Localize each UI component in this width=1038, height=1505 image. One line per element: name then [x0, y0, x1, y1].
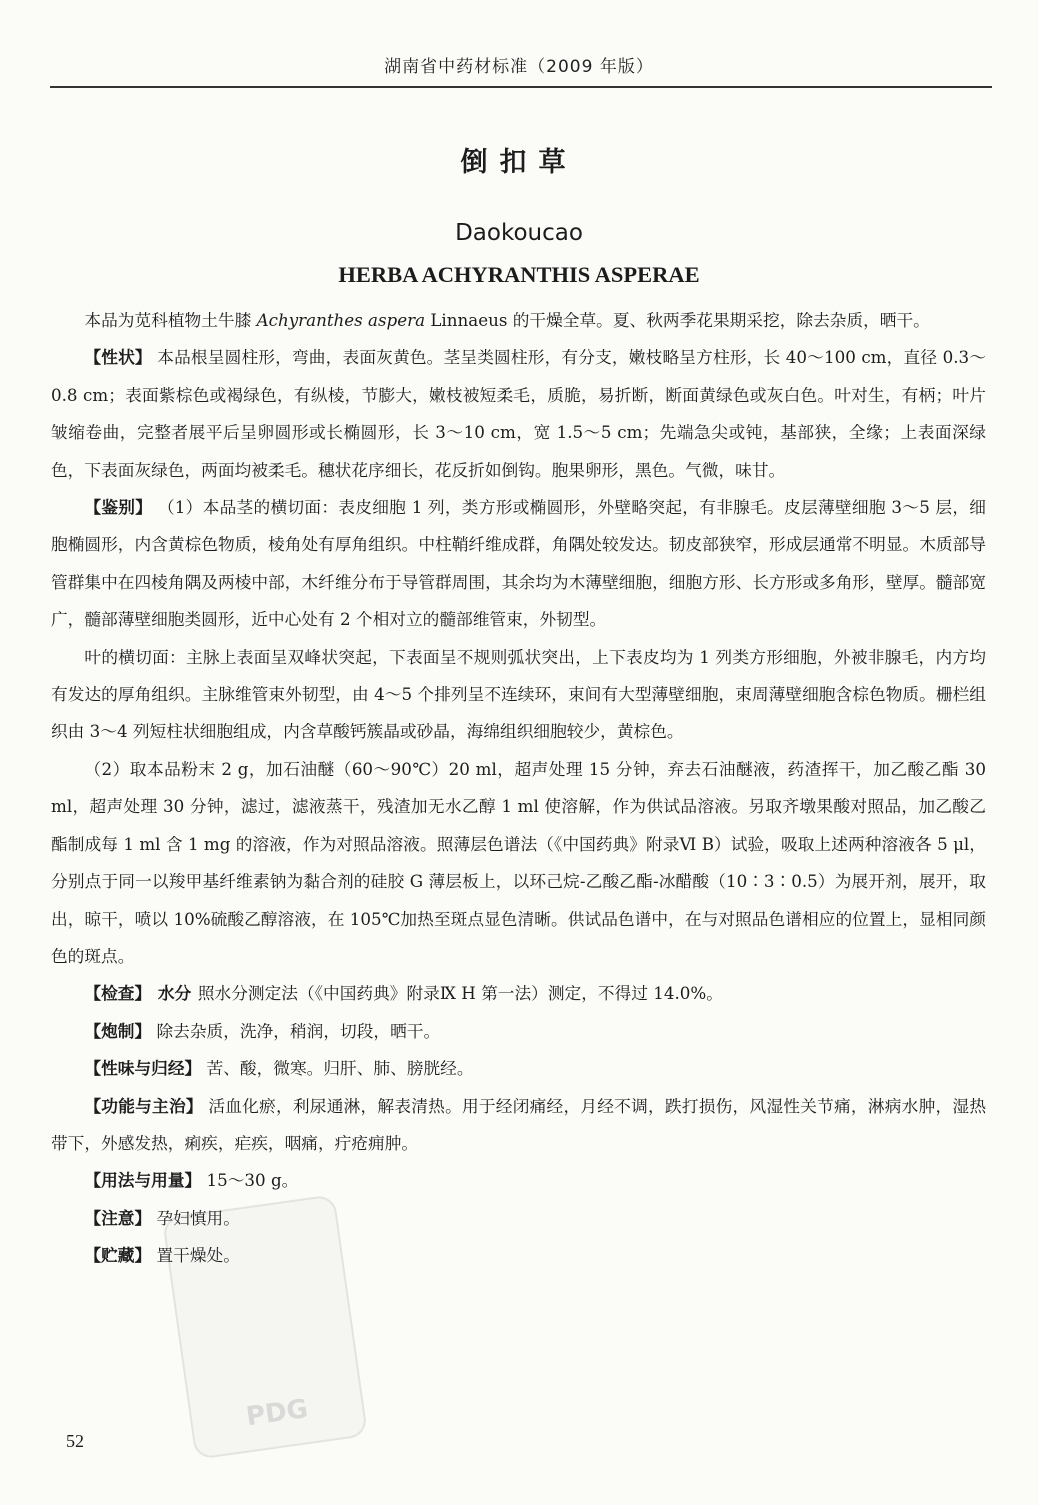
species-name: Achyranthes aspera [256, 310, 426, 330]
processing-label: 【炮制】 [84, 1020, 152, 1041]
watermark-text: PDG [244, 1393, 310, 1433]
page-title: 倒扣草 [460, 147, 578, 178]
processing-paragraph [51, 1013, 986, 1050]
description-label: 【性状】 [84, 347, 152, 368]
identification-text-1: （1）本品茎的横切面：表皮细胞 1 列，类方形或椭圆形，外壁略突起，有非腺毛。皮层薄壁细胞 3～5 层，细胞椭圆形，内含黄棕色物质，棱角处有厚角组织。中柱鞘纤维成群，角隅处较发达。韧皮部狭窄，形成层通常不明显。木质部导管群集中在四棱角隅及两棱中部，木纤维分布于导管群周围，其余均为木薄壁细胞，细胞方形、长方形或多角形，壁厚。髓部宽广，髓部薄壁细胞类圆形，近中心处有 2 个相对立的髓部维管束，外韧型。 [51, 497, 986, 630]
nature-text: 苦、酸，微寒。归肝、肺、膀胱经。 [206, 1058, 474, 1079]
caution-label: 【注意】 [84, 1207, 152, 1228]
library-stamp-watermark [162, 1194, 368, 1460]
inspection-label: 【检查】 [84, 983, 152, 1004]
caution-text: 孕妇慎用。 [156, 1207, 240, 1228]
identification-paragraph-3 [51, 751, 986, 975]
description-paragraph [51, 339, 986, 489]
running-head: 湖南省中药材标准（2009 年版） [384, 57, 654, 77]
dosage-text: 15～30 g。 [206, 1170, 299, 1191]
intro-text-after: Linnaeus 的干燥全草。夏、秋两季花果期采挖，除去杂质，晒干。 [425, 310, 930, 330]
intro-paragraph [51, 302, 986, 339]
identification-text-3: （2）取本品粉末 2 g，加石油醚（60～90℃）20 ml，超声处理 15 分钟，弃去石油醚液，药渣挥干，加乙酸乙酯 30 ml，超声处理 30 分钟，滤过，滤液蒸干，残渣加无水乙醇 1 ml 使溶解，作为供试品溶液。另取齐墩果酸对照品，加乙酸乙酯制成每 1 ml 含 1 mg 的溶液，作为对照品溶液。照薄层色谱法（《中国药典》附录Ⅵ B）试验，吸取上述两种溶液各 5 μl，分别点于同一以羧甲基纤维素钠为黏合剂的硅胶 G 薄层板上，以环己烷-乙酸乙酯-冰醋酸（10∶3∶0.5）为展开剂，展开，取出，晾干，喷以 10%硫酸乙醇溶液，在 105℃加热至斑点显色清晰。供试品色谱中，在与对照品色谱相应的位置上，显相同颜色的斑点。 [51, 758, 986, 966]
identification-label: 【鉴别】 [84, 497, 153, 518]
nature-label: 【性味与归经】 [84, 1058, 202, 1079]
identification-paragraph-1 [51, 489, 986, 639]
inspection-text: 照水分测定法（《中国药典》附录Ⅸ H 第一法）测定，不得过 14.0%。 [197, 983, 723, 1004]
pinyin-name: Daokoucao [455, 220, 583, 246]
inspection-sublabel: 水分 [157, 983, 192, 1004]
page-number: 52 [66, 1431, 84, 1451]
function-paragraph [51, 1088, 986, 1163]
dosage-paragraph [51, 1162, 986, 1199]
identification-paragraph-2 [51, 639, 986, 751]
storage-label: 【贮藏】 [84, 1245, 152, 1266]
intro-text-before: 本品为苋科植物土牛膝 [84, 310, 257, 330]
processing-text: 除去杂质，洗净，稍润，切段，晒干。 [156, 1020, 441, 1041]
inspection-paragraph [51, 975, 986, 1012]
monograph-body [51, 302, 986, 1275]
description-text: 本品根呈圆柱形，弯曲，表面灰黄色。茎呈类圆柱形，有分支，嫩枝略呈方柱形，长 40～100 cm，直径 0.3～0.8 cm；表面紫棕色或褐绿色，有纵棱，节膨大，嫩枝被短柔毛，质脆，易折断，断面黄绿色或灰白色。叶对生，有柄；叶片皱缩卷曲，完整者展平后呈卵圆形或长椭圆形，长 3～10 cm，宽 1.5～5 cm；先端急尖或钝，基部狭，全缘；上表面深绿色，下表面灰绿色，两面均被柔毛。穗状花序细长，花反折如倒钩。胞果卵形，黑色。气微，味甘。 [51, 347, 987, 480]
function-label: 【功能与主治】 [84, 1095, 203, 1116]
dosage-label: 【用法与用量】 [84, 1170, 202, 1191]
identification-text-2: 叶的横切面：主脉上表面呈双峰状突起，下表面呈不规则弧状突出，上下表皮均为 1 列类方形细胞，外被非腺毛，内方均有发达的厚角组织。主脉维管束外韧型，由 4～5 个排列呈不连续环，束间有大型薄壁细胞，束周薄壁细胞含棕色物质。栅栏组织由 3～4 列短柱状细胞组成，内含草酸钙簇晶或砂晶，海绵组织细胞较少，黄棕色。 [51, 646, 986, 742]
function-text: 活血化瘀，利尿通淋，解表清热。用于经闭痛经，月经不调，跌打损伤，风湿性关节痛，淋病水肿，湿热带下，外感发热，痢疾，疟疾，咽痛，疔疮痈肿。 [51, 1095, 987, 1153]
nature-paragraph [51, 1050, 986, 1087]
storage-text: 置干燥处。 [156, 1245, 240, 1266]
header-rule [50, 86, 992, 88]
latin-name: HERBA ACHYRANTHIS ASPERAE [338, 262, 700, 287]
